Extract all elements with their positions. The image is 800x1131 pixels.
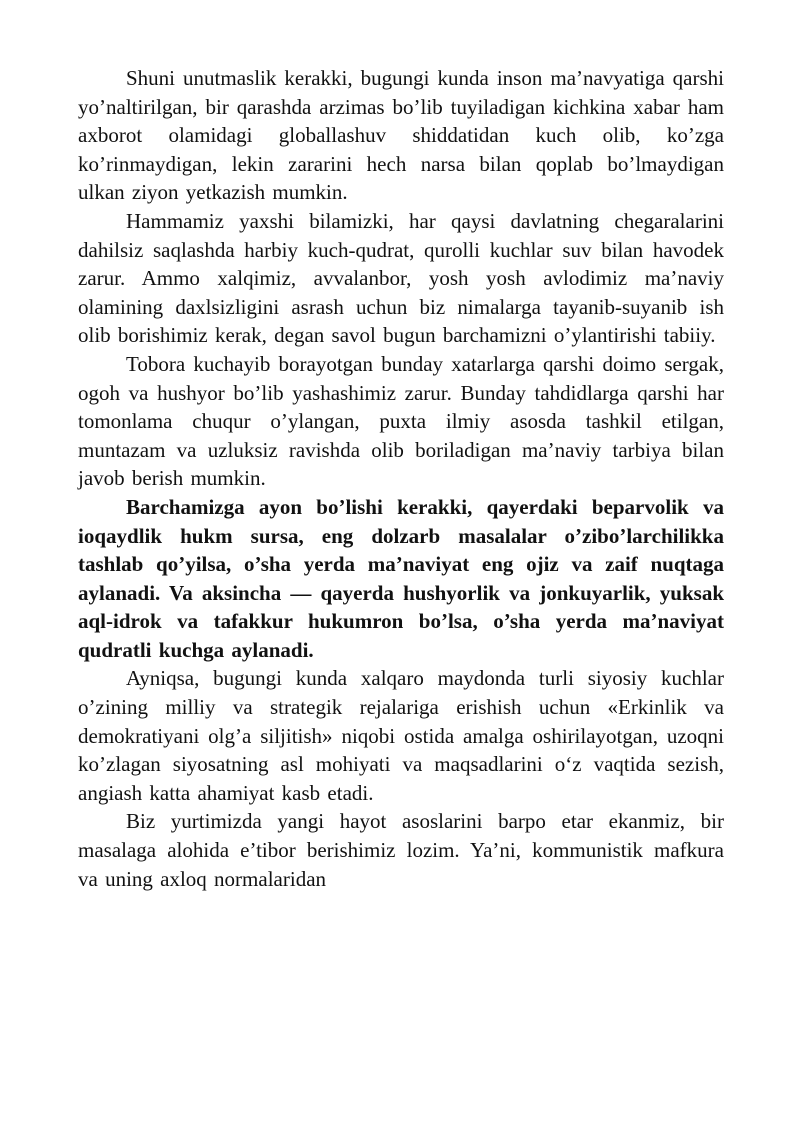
paragraph-2: Hammamiz yaxshi bilamizki, har qaysi davlatning chegaralarini dahilsiz saqlashda harbiy kuch-qudrat, qurolli kuchlar suv bilan havodek zarur. Ammo xalqimiz, avvalanbor, yosh yosh avlodimiz ma’naviy olamining daxlsizligini asrash uchun biz nimalarga tayanib-suyanib ish olib borishimiz kerak, degan savol bugun barchamizni o’ylantirishi tabiiy.	[78, 208, 724, 348]
paragraph-4-bold: Barchamizga ayon bo’lishi kerakki, qayerdaki beparvolik va ioqaydlik hukm sursa, eng dolzarb masalalar o’zibo’larchilikka tashlab qo’yilsa, o’sha yerda ma’naviyat eng ojiz va zaif nuqtaga aylanadi. Va aksincha — qayerda hushyorlik va jonkuyarlik, yuksak aql-idrok va tafakkur hukumron bo’lsa, o’sha yerda ma’naviyat qudratli kuchga aylanadi.	[78, 494, 724, 662]
paragraph-6: Biz yurtimizda yangi hayot asoslarini barpo etar ekanmiz, bir masalaga alohida e’tibor berishimiz lozim. Ya’ni, kommunistik mafkura va uning axloq normalaridan	[78, 809, 724, 891]
paragraph-1: Shuni unutmaslik kerakki, bugungi kunda inson ma’navyatiga qarshi yo’naltirilgan, bir qarashda arzimas bo’lib tuyiladigan kichkina xabar ham axborot olamidagi globallashuv shiddatidan kuch olib, ko’zga ko’rinmaydigan, lekin zararini hech narsa bilan qoplab bo’lmaydigan ulkan ziyon yetkazish mumkin.	[78, 66, 724, 205]
document-page	[78, 64, 724, 893]
paragraph-3: Tobora kuchayib borayotgan bunday xatarlarga qarshi doimo sergak, ogoh va hushyor bo’lib yashashimiz zarur. Bunday tahdidlarga qarshi har tomonlama chuqur o’ylangan, puxta ilmiy asosda tashkil etilgan, muntazam va uzluksiz ravishda olib boriladigan ma’naviy tarbiya bilan javob berish mumkin.	[78, 351, 724, 491]
paragraph-5: Ayniqsa, bugungi kunda xalqaro maydonda turli siyosiy kuchlar o’zining milliy va strategik rejalariga erishish uchun «Erkinlik va demokratiyani olg’a siljitish» niqobi ostida amalga oshirilayotgan, uzoqni ko’zlagan siyosatning asl mohiyati va maqsadlarini o‘z vaqtida sezish, angiash katta ahamiyat kasb etadi.	[78, 666, 724, 805]
